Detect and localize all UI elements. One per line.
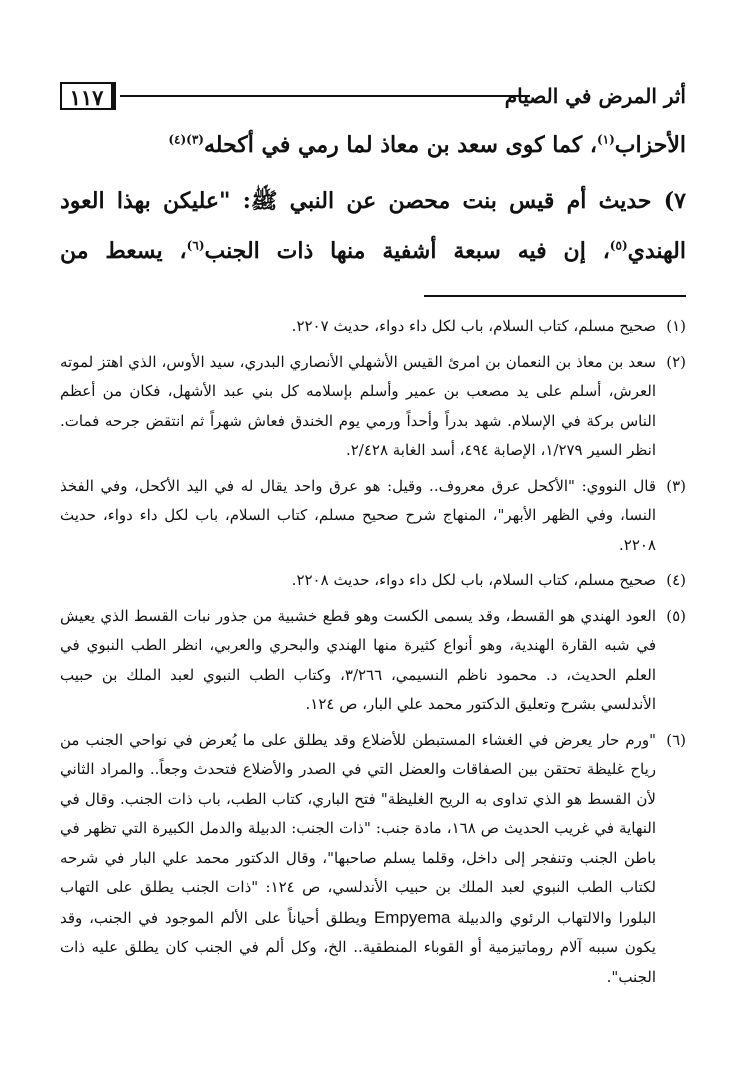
header-rule — [120, 95, 530, 97]
footnote-text — [60, 726, 656, 993]
para2-text-a: الهندي — [627, 238, 686, 264]
footnote — [60, 312, 686, 342]
footnote-text: سعد بن معاذ بن النعمان بن امرئ القيس الأشهلي الأنصاري البدري، سيد الأوس، الذي اهتز لموته العرش، أسلم على يد مصعب بن عمير وأسلم بإسلامه كل بني عبد الأشهل، فكان من أعظم الناس بركة في الإسلام. شهد بدراً وأحداً ورمي يوم الخندق فعاش شهراً ثم انتقض جرحه فمات. انظر السير ١/٢٧٩، الإصابة ٤٩٤، أسد الغابة ٢/٤٢٨. — [60, 352, 656, 459]
footnote-number: (٤) — [666, 571, 686, 589]
latin-term: Empyema — [373, 907, 451, 927]
footnote-text: قال النووي: "الأكحل عرق معروف.. وقيل: هو عرق واحد يقال له في اليد الأكحل، وفي الفخذ النسا، وفي الظهر الأبهر"، المنهاج شرح صحيح مسلم، كتاب السلام، باب لكل داء دواء، حديث ٢٢٠٨. — [60, 476, 656, 554]
paragraph-1 — [60, 120, 686, 170]
para2-text-b: ، إن فيه سبعة أشفية منها ذات الجنب — [204, 238, 610, 264]
footnote-number: (٦) — [666, 730, 686, 749]
footnote-ref-3-4: (٣)(٤) — [168, 132, 204, 147]
footnote-number: (١) — [666, 317, 686, 335]
footnote-ref-5: (٥) — [609, 238, 628, 253]
footnote-ref-6: (٦) — [186, 238, 205, 253]
footnote — [60, 348, 686, 466]
footnote-text: صحيح مسلم، كتاب السلام، باب لكل داء دواء، حديث ٢٢٠٧. — [291, 317, 656, 335]
page-number: ١١٧ — [60, 82, 116, 110]
footnote-text: صحيح مسلم، كتاب السلام، باب لكل داء دواء، حديث ٢٢٠٨. — [291, 571, 656, 589]
footnote-text-part: "ورم حار يعرض في الغشاء المستبطن للأضلاع وقد يطلق على ما يُعرض في نواحي الجنب من رياح غليظة تحتقن بين الصفاقات والعضل التي في الصدر والأضلاع فتحدث وجعاً.. والمراد الثاني لأن القسط هو الذي تداوى به الريح الغليظة" فتح الباري، كتاب الطب، باب ذات الجنب. وقال في النهاية في غريب الحديث ص ١٦٨، مادة جنب: "ذات الجنب: الدبيلة والدمل الكبيرة التي تظهر في باطن الجنب وتنفجر إلى داخل، وقلما يسلم صاحبها"، وقال الدكتور محمد علي البار في شرحه لكتاب الطب النبوي لعبد الملك بن حبيب الأندلسي، ص ١٢٤: "ذات الجنب يطلق على التهاب البلورا والالتهاب الرئوي والدبيلة — [60, 730, 657, 927]
footnote-separator — [424, 295, 686, 297]
para1-text-2: ، كما كوى سعد بن معاذ لما رمي في أكحله — [203, 132, 597, 158]
footnote-number: (٣) — [666, 476, 686, 495]
footnote-number: (٢) — [666, 352, 686, 371]
para2-text-c: ، يسعط من — [60, 238, 187, 264]
footnotes — [60, 312, 686, 998]
paragraph-2-line-2 — [60, 226, 686, 276]
footnote — [60, 472, 686, 561]
footnote — [60, 602, 686, 720]
footnote — [60, 726, 686, 993]
footnote-number: (٥) — [666, 606, 686, 625]
running-header — [60, 82, 686, 112]
para1-text: الأحزاب — [614, 132, 686, 158]
footnote-ref-1: (١) — [596, 132, 615, 147]
footnote-text: العود الهندي هو القسط، وقد يسمى الكست وهو قطع خشبية من جذور نبات القسط الذي يعيش في شبه القارة الهندية، وهو أنواع كثيرة منها الهندي والبحري والعربي، انظر الطب النبوي في العلم الحديث، د. محمود ناظم النسيمي، ٣/٢٦٦، وكتاب الطب النبوي لعبد الملك بن حبيب الأندلسي بشرح وتعليق الدكتور محمد علي البار، ص ١٢٤. — [60, 606, 656, 713]
paragraph-2-line-1: ٧) حديث أم قيس بنت محصن عن النبي ﷺ: "عليكن بهذا العود — [60, 188, 686, 214]
running-title: أثر المرض في الصيام — [504, 84, 686, 108]
footnote-text-part: ويطلق أحياناً على الألم الموجود في الجنب، وقد يكون سببه آلام روماتيزمية أو القوباء المنطقية.. الخ، وكل ألم في الجنب كان يطلق عليه ذات الجنب". — [60, 908, 656, 986]
footnote — [60, 566, 686, 596]
main-text — [60, 120, 686, 276]
